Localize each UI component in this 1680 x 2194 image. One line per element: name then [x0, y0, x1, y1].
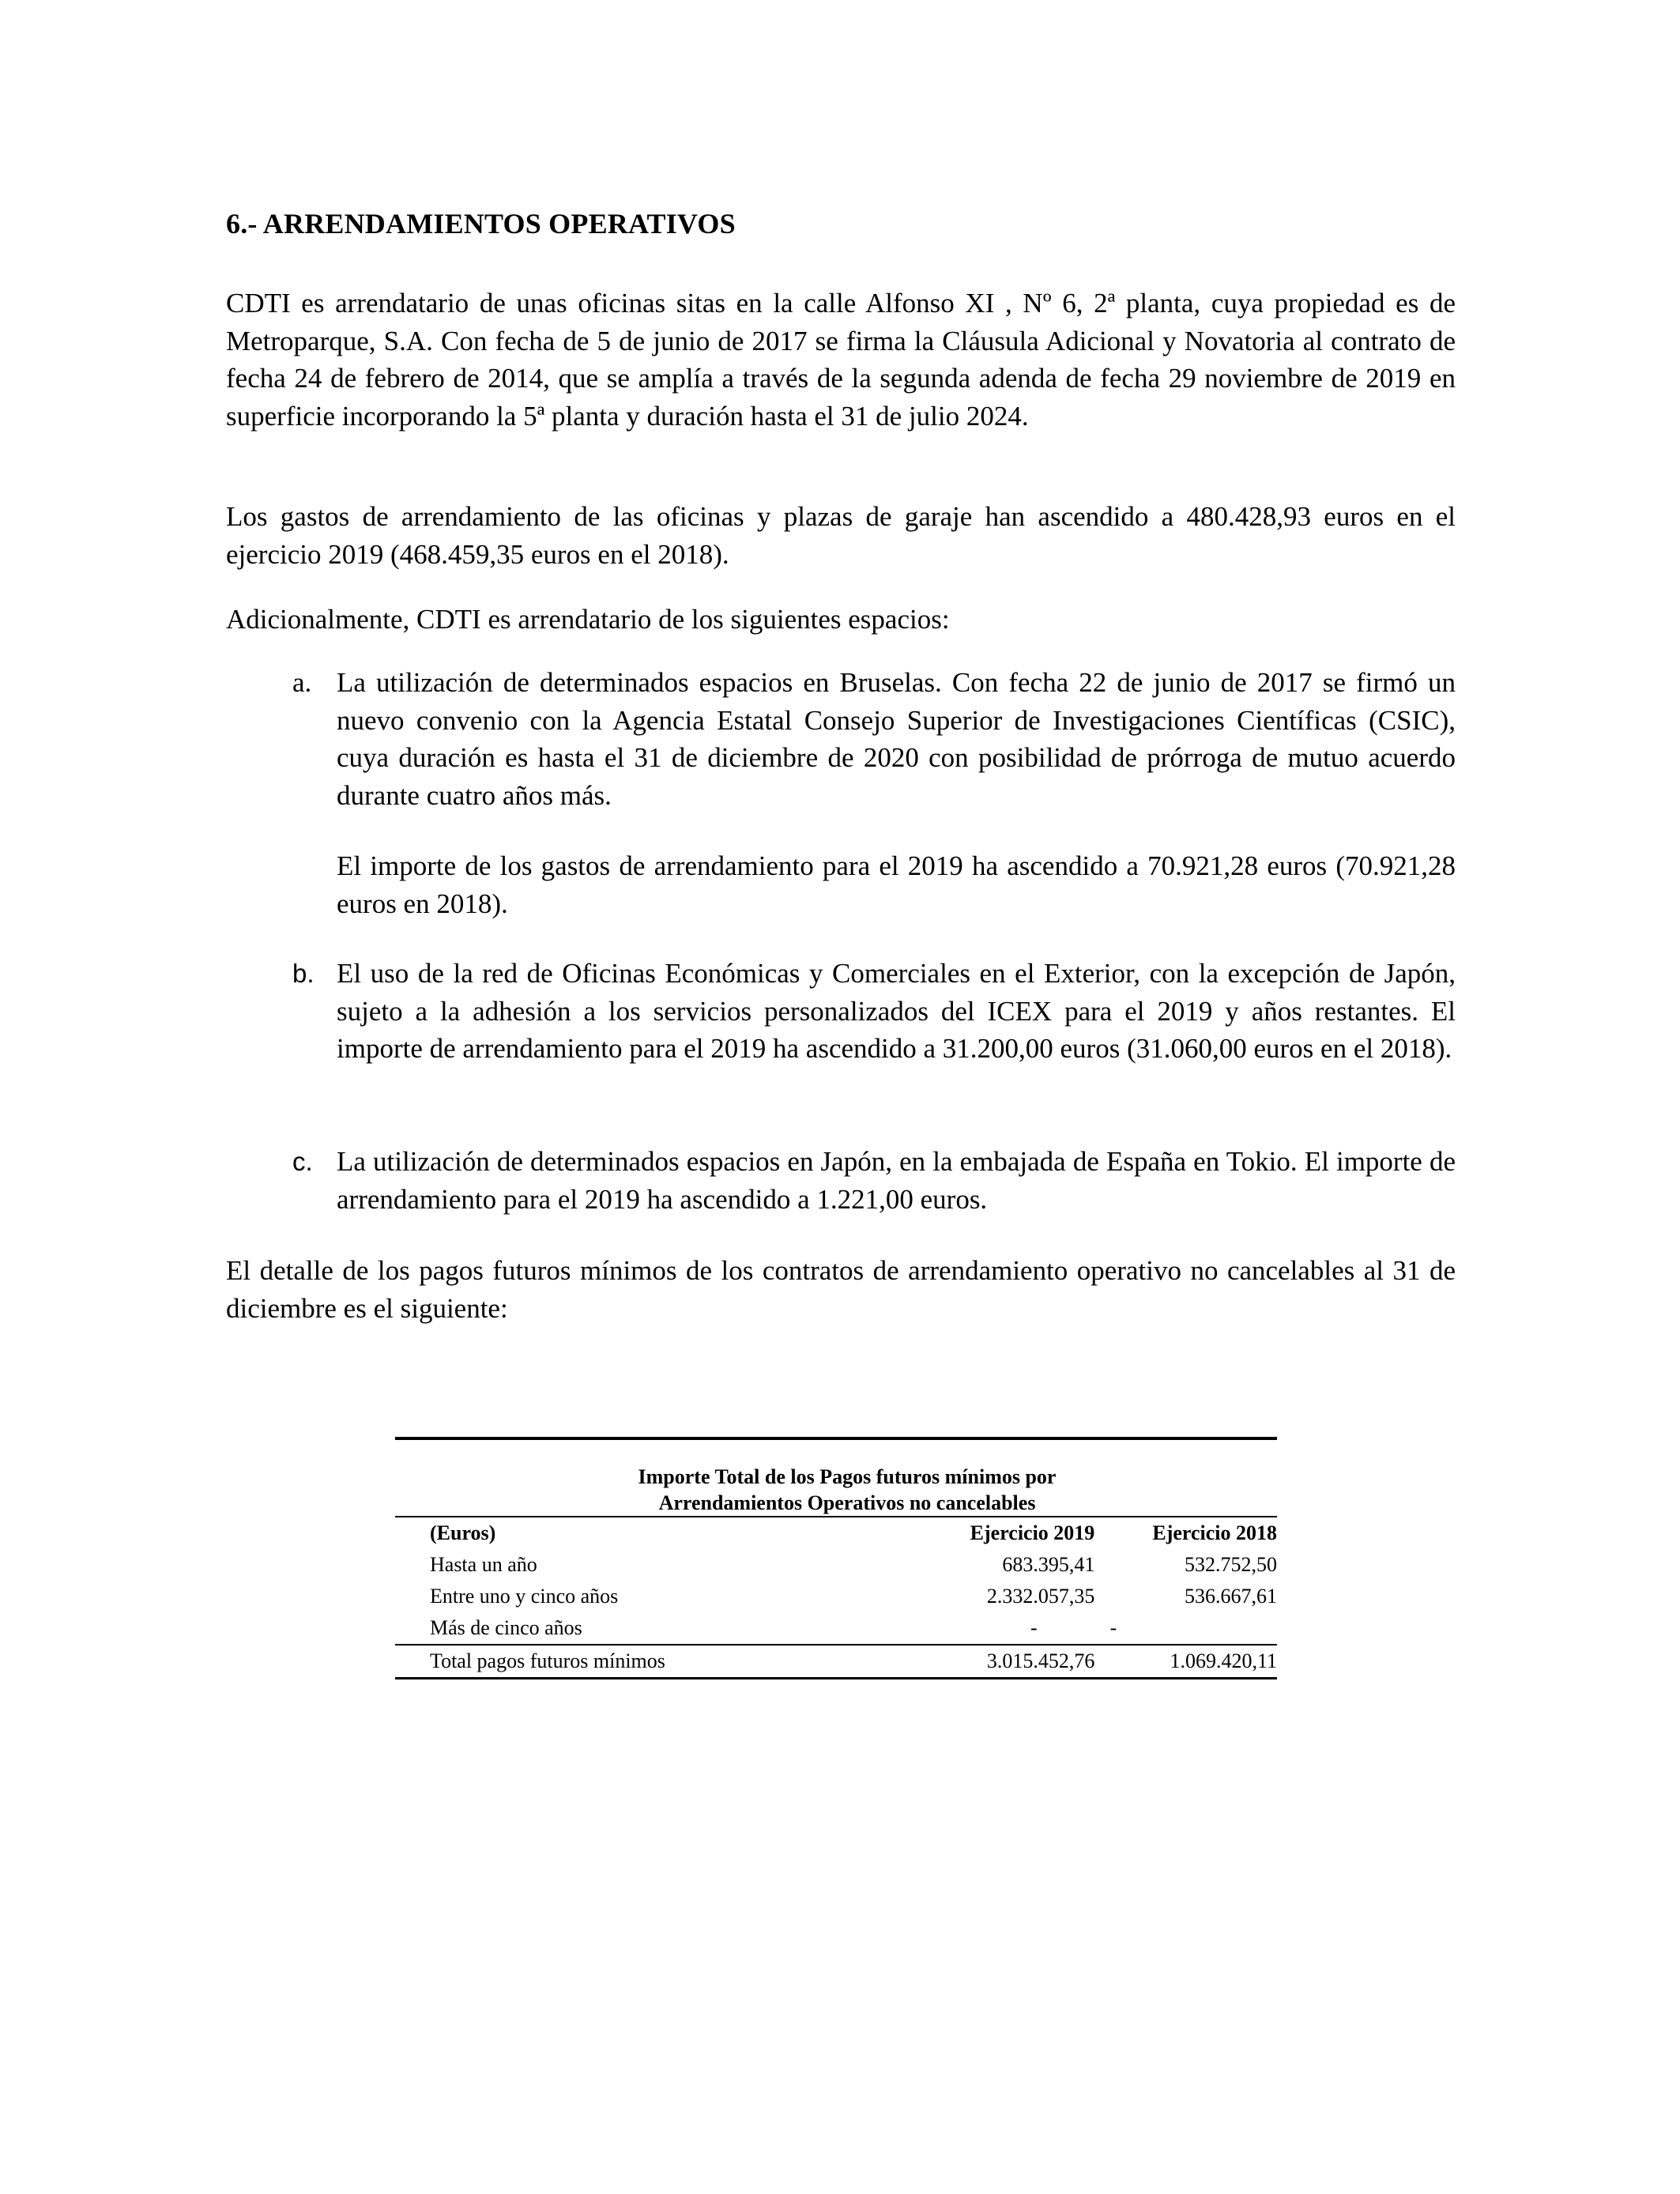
list-marker-b: b. — [292, 959, 315, 988]
row-value-2019: 2.332.057,35 — [986, 1585, 1095, 1608]
list-item-b-text: El uso de la red de Oficinas Económicas y Comerciales en el Exterior, con la excepción de Japón, sujeto a la adhesión a los servicios personalizados del ICEX para el 2019 y años restantes. El importe de arrendamiento para el 2019 ha ascendido a 31.200,00 euros (31.060,00 euros en el 2018). — [337, 958, 1456, 1064]
row-value-2018: 532.752,50 — [1185, 1553, 1277, 1576]
list-marker-a: a. — [292, 667, 312, 698]
list-marker-c: c. — [292, 1147, 313, 1176]
row-value-2018: - — [1109, 1616, 1117, 1639]
table-header-row — [395, 1517, 1277, 1549]
paragraph-office-lease: CDTI es arrendatario de unas oficinas sitas en la calle Alfonso XI , Nº 6, 2ª planta, cuya propiedad es de Metroparque, S.A. Con fecha de 5 de junio de 2017 se firma la Cláusula Adicional y Novatoria al contrato de fecha 24 de febrero de 2014, que se amplía a través de la segunda adenda de fecha 29 noviembre de 2019 en superficie incorporando la 5ª planta y duración hasta el 31 de julio 2024. — [226, 288, 1456, 432]
row-label: Más de cinco años — [430, 1616, 582, 1639]
table-header-label: (Euros) — [430, 1521, 496, 1544]
table-header-2019: Ejercicio 2019 — [970, 1521, 1095, 1544]
table-bottom-rule — [395, 1677, 1277, 1679]
paragraph-lease-expenses: Los gastos de arrendamiento de las oficinas y plazas de garaje han ascendido a 480.428,93 euros en el ejercicio 2019 (468.459,35 euros en el 2018). — [226, 501, 1456, 570]
total-value-2018: 1.069.420,11 — [1170, 1649, 1277, 1672]
row-value-2018: 536.667,61 — [1185, 1585, 1277, 1608]
row-value-2019: 683.395,41 — [1002, 1553, 1095, 1576]
list-item-c-text: La utilización de determinados espacios en Japón, en la embajada de España en Tokio. El importe de arrendamiento para el 2019 ha ascendido a 1.221,00 euros. — [337, 1146, 1456, 1215]
table-caption — [395, 1464, 1277, 1516]
table-row — [395, 1581, 1277, 1612]
row-label: Entre uno y cinco años — [430, 1585, 619, 1608]
table-total-row — [395, 1646, 1277, 1677]
table-row — [395, 1549, 1277, 1581]
future-payments-table — [395, 1437, 1277, 1679]
table-caption-line2: Arrendamientos Operativos no cancelables — [658, 1491, 1036, 1514]
row-value-2019: - — [1030, 1616, 1038, 1639]
table-row — [395, 1612, 1277, 1644]
section-heading: 6.- ARRENDAMIENTOS OPERATIVOS — [226, 208, 736, 239]
row-label: Hasta un año — [430, 1553, 537, 1576]
total-label: Total pagos futuros mínimos — [430, 1649, 665, 1672]
paragraph-future-payments: El detalle de los pagos futuros mínimos de los contratos de arrendamiento operativo no cancelables al 31 de diciembre es el siguiente: — [226, 1255, 1456, 1324]
list-item-a-text: La utilización de determinados espacios en Bruselas. Con fecha 22 de junio de 2017 se firmó un nuevo convenio con la Agencia Estatal Consejo Superior de Investigaciones Científicas (CSIC), cuya duración es hasta el 31 de diciembre de 2020 con posibilidad de prórroga de mutuo acuerdo durante cuatro años más. — [337, 667, 1456, 811]
total-value-2019: 3.015.452,76 — [986, 1649, 1095, 1672]
list-item-a-amount: El importe de los gastos de arrendamiento para el 2019 ha ascendido a 70.921,28 euros (70.921,28 euros en 2018). — [337, 850, 1456, 919]
paragraph-additional-spaces: Adicionalmente, CDTI es arrendatario de los siguientes espacios: — [226, 604, 950, 635]
table-caption-line1: Importe Total de los Pagos futuros mínimos por — [638, 1465, 1057, 1488]
table-top-rule — [395, 1437, 1277, 1440]
table-header-2018: Ejercicio 2018 — [1152, 1521, 1277, 1544]
